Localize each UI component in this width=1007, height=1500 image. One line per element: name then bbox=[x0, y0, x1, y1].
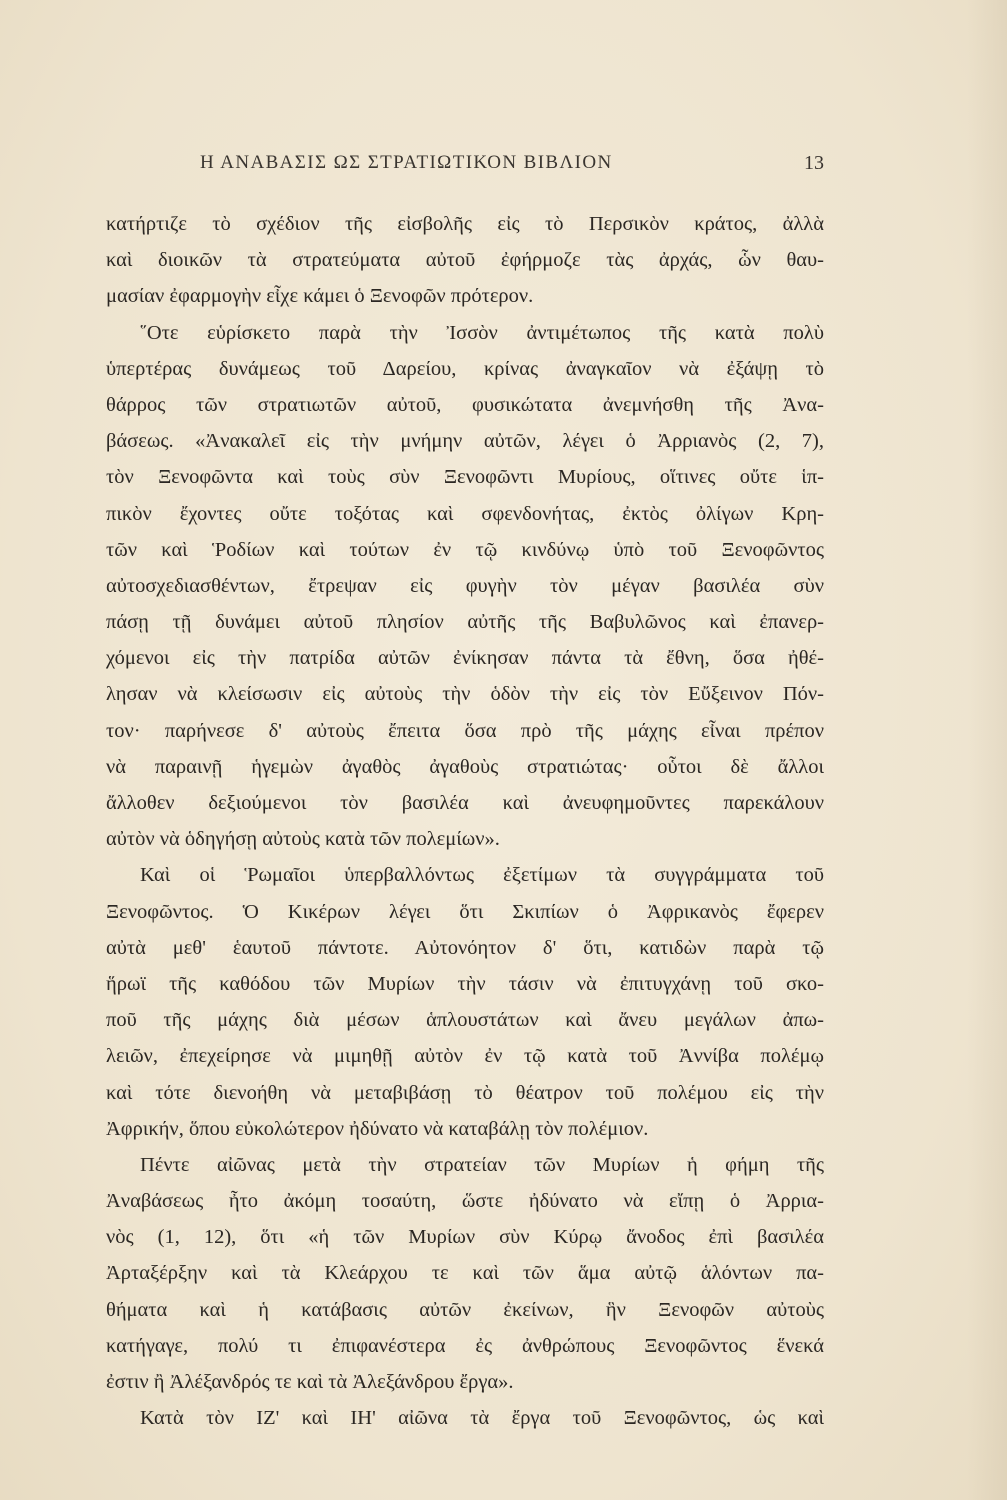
text-line: νὸς (1, 12), ὅτι «ἡ τῶν Μυρίων σὺν Κύρῳ ἄνοδος ἐπὶ βασιλέα bbox=[106, 1226, 824, 1249]
text-line: θάρρος τῶν στρατιωτῶν αὐτοῦ, φυσικώτατα ἀνεμνήσθη τῆς Ἀνα- bbox=[106, 393, 824, 416]
text-line: μασίαν ἐφαρμογὴν εἶχε κάμει ὁ Ξενοφῶν πρότερον. bbox=[106, 285, 534, 308]
paragraph-start-line: ῞Οτε εὑρίσκετο παρὰ τὴν Ἰσσὸν ἀντιμέτωπος τῆς κατὰ πολὺ bbox=[140, 321, 824, 344]
text-line: νὰ παραινῇ ἡγεμὼν ἀγαθὸς ἀγαθοὺς στρατιώτας· οὗτοι δὲ ἄλλοι bbox=[106, 755, 824, 778]
page-number: 13 bbox=[804, 152, 824, 174]
text-line: ἥρωϊ τῆς καθόδου τῶν Μυρίων τὴν τάσιν νὰ ἐπιτυγχάνῃ τοῦ σκο- bbox=[106, 972, 824, 995]
text-line: χόμενοι εἰς τὴν πατρίδα αὐτῶν ἐνίκησαν πάντα τὰ ἔθνη, ὅσα ἠθέ- bbox=[106, 647, 824, 670]
text-line: αὐτοσχεδιασθέντων, ἔτρεψαν εἰς φυγὴν τὸν μέγαν βασιλέα σὺν bbox=[106, 574, 824, 597]
text-line: πικὸν ἔχοντες οὔτε τοξότας καὶ σφενδονήτας, ἐκτὸς ὀλίγων Κρη- bbox=[106, 502, 824, 525]
paragraph-start-line: Πέντε αἰῶνας μετὰ τὴν στρατείαν τῶν Μυρίων ἡ φήμη τῆς bbox=[140, 1153, 824, 1176]
text-line: αὐτὰ μεθ' ἑαυτοῦ πάντοτε. Αὐτονόητον δ' ὅτι, κατιδὼν παρὰ τῷ bbox=[106, 936, 824, 959]
running-title: Η ΑΝΑΒΑΣΙΣ ΩΣ ΣΤΡΑΤΙΩΤΙΚΟΝ ΒΙΒΛΙΟΝ bbox=[200, 152, 613, 173]
text-line: λησαν νὰ κλείσωσιν εἰς αὐτοὺς τὴν ὁδὸν τὴν εἰς τὸν Εὔξεινον Πόν- bbox=[106, 683, 824, 706]
text-line: θήματα καὶ ἡ κατάβασις αὐτῶν ἐκείνων, ἣν Ξενοφῶν αὐτοὺς bbox=[106, 1298, 824, 1321]
text-line: τῶν καὶ Ῥοδίων καὶ τούτων ἐν τῷ κινδύνῳ ὑπὸ τοῦ Ξενοφῶντος bbox=[106, 538, 824, 561]
text-line: καὶ διοικῶν τὰ στρατεύματα αὐτοῦ ἐφήρμοζε τὰς ἀρχάς, ὧν θαυ- bbox=[106, 249, 824, 272]
text-line: βάσεως. «Ἀνακαλεῖ εἰς τὴν μνήμην αὐτῶν, λέγει ὁ Ἀρριανὸς (2, 7), bbox=[106, 430, 824, 453]
text-line: ποῦ τῆς μάχης διὰ μέσων ἁπλουστάτων καὶ ἄνευ μεγάλων ἀπω- bbox=[106, 1009, 824, 1032]
text-line: κατήρτιζε τὸ σχέδιον τῆς εἰσβολῆς εἰς τὸ Περσικὸν κράτος, ἀλλὰ bbox=[106, 213, 824, 235]
text-line: τον· παρήνεσε δ' αὐτοὺς ἔπειτα ὅσα πρὸ τῆς μάχης εἶναι πρέπον bbox=[106, 719, 824, 742]
text-line: ἐστιν ἢ Ἀλέξανδρός τε καὶ τὰ Ἀλεξάνδρου ἔργα». bbox=[106, 1371, 514, 1393]
text-line: ἄλλοθεν δεξιούμενοι τὸν βασιλέα καὶ ἀνευφημοῦντες παρεκάλουν bbox=[106, 792, 824, 814]
text-line: πάσῃ τῇ δυνάμει αὐτοῦ πλησίον αὐτῆς τῆς Βαβυλῶνος καὶ ἐπανερ- bbox=[106, 611, 824, 634]
body-text bbox=[106, 206, 824, 1436]
text-line: Ἀναβάσεως ἦτο ἀκόμη τοσαύτη, ὥστε ἠδύνατο νὰ εἴπῃ ὁ Ἀρρια- bbox=[106, 1190, 824, 1213]
text-line: Ἀρταξέρξην καὶ τὰ Κλεάρχου τε καὶ τῶν ἅμα αὐτῷ ἁλόντων πα- bbox=[106, 1262, 824, 1285]
text-line: λειῶν, ἐπεχείρησε νὰ μιμηθῇ αὐτὸν ἐν τῷ κατὰ τοῦ Ἀννίβα πολέμῳ bbox=[106, 1045, 824, 1068]
page-edge-shade bbox=[967, 0, 1007, 1500]
page-header bbox=[200, 152, 824, 182]
text-line: Ξενοφῶντος. Ὁ Κικέρων λέγει ὅτι Σκιπίων ὁ Ἀφρικανὸς ἔφερεν bbox=[106, 900, 824, 923]
text-line: κατήγαγε, πολύ τι ἐπιφανέστερα ἐς ἀνθρώπους Ξενοφῶντος ἕνεκά bbox=[106, 1334, 824, 1357]
text-line: αὐτὸν νὰ ὁδηγήσῃ αὐτοὺς κατὰ τῶν πολεμίων». bbox=[106, 828, 500, 851]
paragraph-start-line: Καὶ οἱ Ῥωμαῖοι ὑπερβαλλόντως ἐξετίμων τὰ συγγράμματα τοῦ bbox=[140, 864, 824, 887]
paragraph-start-line: Κατὰ τὸν ΙΖ' καὶ ΙΗ' αἰῶνα τὰ ἔργα τοῦ Ξενοφῶντος, ὡς καὶ bbox=[140, 1407, 824, 1430]
text-line: καὶ τότε διενοήθη νὰ μεταβιβάσῃ τὸ θέατρον τοῦ πολέμου εἰς τὴν bbox=[106, 1081, 824, 1104]
text-line: τὸν Ξενοφῶντα καὶ τοὺς σὺν Ξενοφῶντι Μυρίους, οἵτινες οὔτε ἱπ- bbox=[106, 466, 824, 489]
text-line: Ἀφρικήν, ὅπου εὐκολώτερον ἠδύνατο νὰ καταβάλῃ τὸν πολέμιον. bbox=[106, 1117, 649, 1140]
text-line: ὑπερτέρας δυνάμεως τοῦ Δαρείου, κρίνας ἀναγκαῖον νὰ ἐξάψῃ τὸ bbox=[106, 357, 824, 380]
